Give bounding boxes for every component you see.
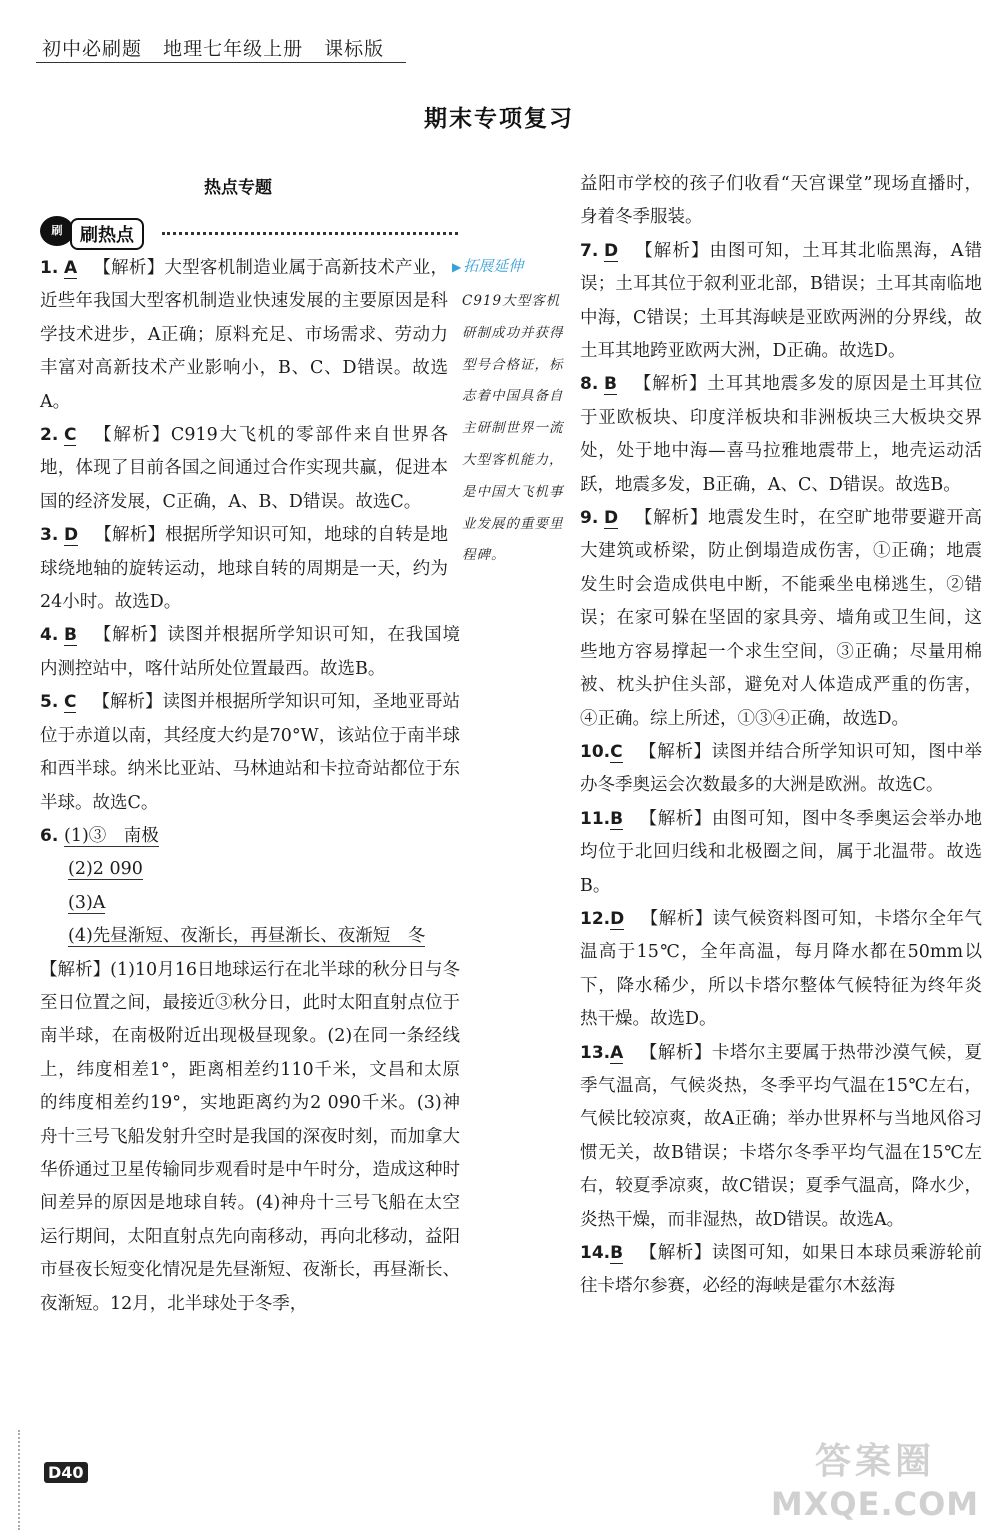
answer-item-5	[40, 686, 460, 820]
answer-letter: A	[610, 1042, 624, 1063]
watermark-logo	[770, 1440, 980, 1530]
header-rule	[36, 62, 406, 63]
answer-number: 1.	[40, 258, 59, 278]
left-column	[40, 252, 460, 1321]
answer-item-12	[580, 903, 982, 1037]
header-edition: 课标版	[324, 38, 385, 60]
q6-part-3: (3)A	[68, 892, 106, 913]
answer-text: 【解析】读图并根据所学知识可知，圣地亚哥站位于赤道以南，其经度大约是70°W，该站位于南半球和西半球。纳米比亚站、马林迪站和卡拉奇站都位于东半球。故选C。	[40, 692, 460, 813]
brush-hotspot-banner	[40, 212, 460, 248]
answer-text: 【解析】卡塔尔主要属于热带沙漠气候，夏季气温高，气候炎热，冬季平均气温在15℃左右，气候比较凉爽，故A正确；举办世界杯与当地风俗习惯无关，故B错误；卡塔尔冬季平均气温在15℃左右，较夏季凉爽，故C错误；夏季气温高，降水少，炎热干燥，而非湿热，故D错误。故选A。	[580, 1042, 982, 1230]
answer-text: 【解析】根据所学知识可知，地球的自转是地球绕地轴的旋转运动，地球自转的周期是一天，约为24小时。故选D。	[40, 525, 448, 613]
dotted-divider	[162, 232, 458, 235]
brush-logo-icon: 刷	[40, 216, 74, 246]
answer-item-8	[580, 368, 982, 502]
answer-number: 8.	[580, 374, 599, 395]
answer-number: 3.	[40, 525, 59, 546]
running-header	[42, 34, 398, 61]
triangle-icon: ▶	[452, 260, 462, 274]
answer-item-3	[40, 519, 448, 619]
answer-number: 10.	[580, 741, 611, 762]
answer-number: 12.	[580, 908, 611, 929]
answer-item-6	[40, 820, 460, 1321]
extension-heading	[452, 255, 523, 276]
q6-part-4: (4)先昼渐短、夜渐长，再昼渐长、夜渐短 冬	[68, 926, 426, 947]
answer-number: 13.	[580, 1042, 611, 1063]
answer-text: 【解析】由图可知，土耳其北临黑海，A错误；土耳其位于叙利亚北部，B错误；土耳其南临地中海，C错误；土耳其海峡是亚欧两洲的分界线，故土耳其地跨亚欧两大洲，D正确。故选D。	[580, 240, 982, 362]
answer-letter: D	[610, 908, 625, 929]
answer-letter: D	[604, 240, 619, 261]
answer-number: 14.	[580, 1243, 611, 1263]
answer-number: 2.	[40, 425, 59, 446]
answer-letter: C	[64, 425, 77, 446]
answer-text: 【解析】读图并根据所学知识可知，在我国境内测控站中，喀什站所处位置最西。故选B。	[40, 625, 460, 679]
answer-text: 【解析】土耳其地震多发的原因是土耳其位于亚欧板块、印度洋板块和非洲板块三大板块交界处，处于地中海—喜马拉雅地震带上，地壳运动活跃，地震多发，B正确，A、C、D错误。故选B。	[580, 374, 982, 495]
watermark-en: MXQE.COM	[770, 1485, 980, 1523]
footer-dotted-line	[18, 1430, 40, 1530]
watermark-cn: 答案圈	[814, 1441, 935, 1482]
q6-part-2: (2)2 090	[68, 859, 143, 880]
extension-text: C919大型客机研制成功并获得型号合格证，标志着中国具备自主研制世界一流大型客机能力，是中国大飞机事业发展的重要里程碑。	[462, 293, 564, 564]
answer-letter: B	[64, 625, 77, 646]
header-subject: 地理七年级上册	[163, 38, 304, 60]
answer-text: 【解析】读图并结合所学知识可知，图中举办冬季奥运会次数最多的大洲是欧洲。故选C。	[580, 741, 982, 796]
answer-letter: D	[604, 508, 619, 529]
answer-item-9	[580, 502, 982, 736]
answer-letter: B	[604, 374, 617, 395]
q6-part-1: (1)③ 南极	[64, 825, 159, 846]
extension-heading-text: 拓展延伸	[463, 257, 524, 275]
answer-number: 5.	[40, 692, 59, 713]
answer-number: 7.	[580, 240, 599, 261]
answer-letter: B	[610, 808, 624, 829]
q6-analysis: 【解析】(1)10月16日地球运行在北半球的秋分日与冬至日位置之间，最接近③秋分日，此时太阳直射点位于南半球，在南极附近出现极昼现象。(2)在同一条经线上，纬度相差1°，距离相差约110千米，文昌和太原的纬度相差约19°，实地距离约为2 090千米。(3)神舟十三号飞船发射升空时是我国的深夜时刻，而加拿大华侨通过卫星传输同步观看时是中午时分，造成这种时间差异的原因是地球自转。(4)神舟十三号飞船在太空运行期间，太阳直射点先向南移动，再向北移动，益阳市昼夜长短变化情况是先昼渐短、夜渐长，再昼渐长、夜渐短。12月，北半球处于冬季，	[40, 959, 460, 1314]
answer-item-11	[580, 803, 982, 903]
answer-text: 【解析】C919大飞机的零部件来自世界各地，体现了目前各国之间通过合作实现共赢，促进本国的经济发展，C正确，A、B、D错误。故选C。	[40, 425, 448, 512]
answer-text: 【解析】大型客机制造业属于高新技术产业，近些年我国大型客机制造业快速发展的主要原因是科学技术进步，A正确；原料充足、市场需求、劳动力丰富对高新技术产业影响小，B、C、D错误。故选A。	[40, 258, 448, 412]
right-column	[580, 168, 982, 1304]
header-series: 初中必刷题	[42, 38, 143, 60]
answer-item-10	[580, 736, 982, 803]
answer-text: 【解析】地震发生时，在空旷地带要避开高大建筑或桥梁，防止倒塌造成伤害，①正确；地震发生时会造成供电中断，不能乘坐电梯逃生，②错误；在家可躲在坚固的家具旁、墙角或卫生间，这些地方容易撑起一个求生空间，③正确；尽量用棉被、枕头护住头部，避免对人体造成严重的伤害，④正确。综上所述，①③④正确，故选D。	[580, 508, 982, 729]
answer-text: 【解析】读图可知，如果日本球员乘游轮前往卡塔尔参赛，必经的海峡是霍尔木兹海	[580, 1243, 982, 1297]
answer-letter: A	[64, 258, 78, 278]
answer-letter: D	[64, 525, 79, 546]
answer-number: 11.	[580, 808, 611, 829]
continuation	[580, 168, 982, 235]
answer-number: 9.	[580, 508, 599, 529]
answer-text: 【解析】读气候资料图可知，卡塔尔全年气温高于15℃，全年高温，每月降水都在50mm以下，降水稀少，所以卡塔尔整体气候特征为终年炎热干燥。故选D。	[580, 908, 982, 1030]
continuation-text: 益阳市学校的孩子们收看“天宫课堂”现场直播时，身着冬季服装。	[580, 174, 982, 228]
answer-letter: B	[610, 1243, 624, 1263]
answer-item-14	[580, 1237, 982, 1304]
answer-item-1	[40, 252, 448, 419]
page-title: 期末专项复习	[424, 106, 574, 132]
answer-item-4	[40, 619, 460, 686]
answer-item-7	[580, 235, 982, 369]
answer-letter: C	[64, 692, 77, 713]
section-title: 热点专题	[204, 178, 272, 198]
answer-text: 【解析】由图可知，图中冬季奥运会举办地均位于北回归线和北极圈之间，属于北温带。故选B。	[580, 808, 982, 896]
brush-hotspot-label: 刷热点	[70, 218, 144, 250]
page-number: D40	[44, 1462, 88, 1483]
answer-letter: C	[610, 741, 623, 762]
answer-number: 4.	[40, 625, 59, 646]
answer-item-13	[580, 1037, 982, 1237]
answer-number: 6.	[40, 825, 59, 846]
answer-item-2	[40, 419, 448, 519]
